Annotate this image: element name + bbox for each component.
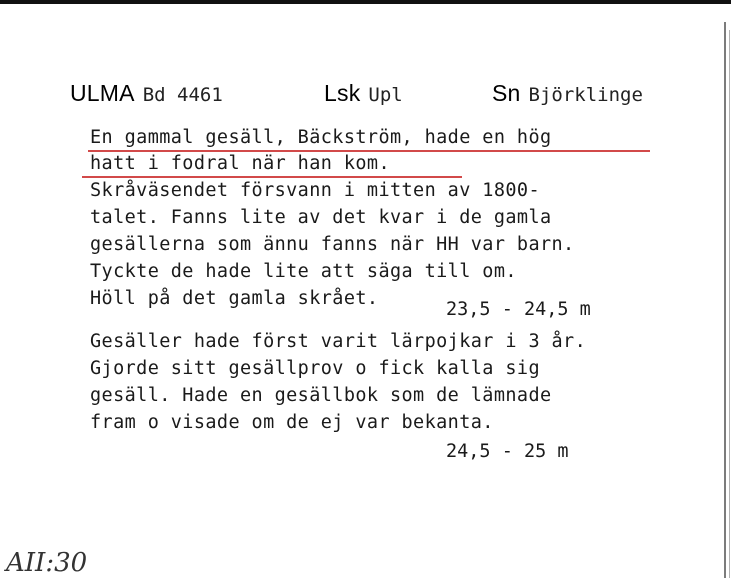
text-line: Gesäller hade först varit lärpojkar i 3 år.: [90, 331, 587, 352]
archive-label: ULMA: [70, 80, 135, 106]
right-border-secondary: [729, 30, 730, 578]
right-border: [724, 22, 726, 578]
socken-field: [492, 78, 643, 108]
handwritten-catalogue-note: AII:30: [6, 548, 88, 578]
landskap-label: Lsk: [324, 80, 361, 106]
text-line: hatt i fodral när han kom.: [90, 153, 390, 174]
measurement-2: 24,5 - 25 m: [446, 441, 569, 462]
text-line: Gjorde sitt gesällprov o fick kalla sig: [90, 358, 540, 379]
text-line: Skråväsendet försvann i mitten av 1800-: [90, 180, 540, 201]
text-line: fram o visade om de ej var bekanta.: [90, 412, 494, 433]
text-line: gesäll. Hade en gesällbok som de lämnade: [90, 385, 552, 406]
landskap-field: [324, 78, 403, 108]
socken-value: Björklinge: [528, 84, 643, 106]
red-underline-2: [82, 176, 462, 178]
landskap-value: Upl: [368, 84, 403, 106]
socken-label: Sn: [492, 80, 521, 106]
text-line: En gammal gesäll, Bäckström, hade en hög: [90, 127, 552, 148]
text-line: talet. Fanns lite av det kvar i de gamla: [90, 207, 552, 228]
top-border: [0, 0, 731, 4]
measurement-1: 23,5 - 24,5 m: [446, 299, 591, 320]
text-line: gesällerna som ännu fanns när HH var barn.: [90, 234, 575, 255]
text-line: Tyckte de hade lite att säga till om.: [90, 261, 517, 282]
archive-field: [70, 78, 223, 108]
text-line: Höll på det gamla skrået.: [90, 288, 379, 309]
archive-value: Bd 4461: [142, 84, 223, 106]
